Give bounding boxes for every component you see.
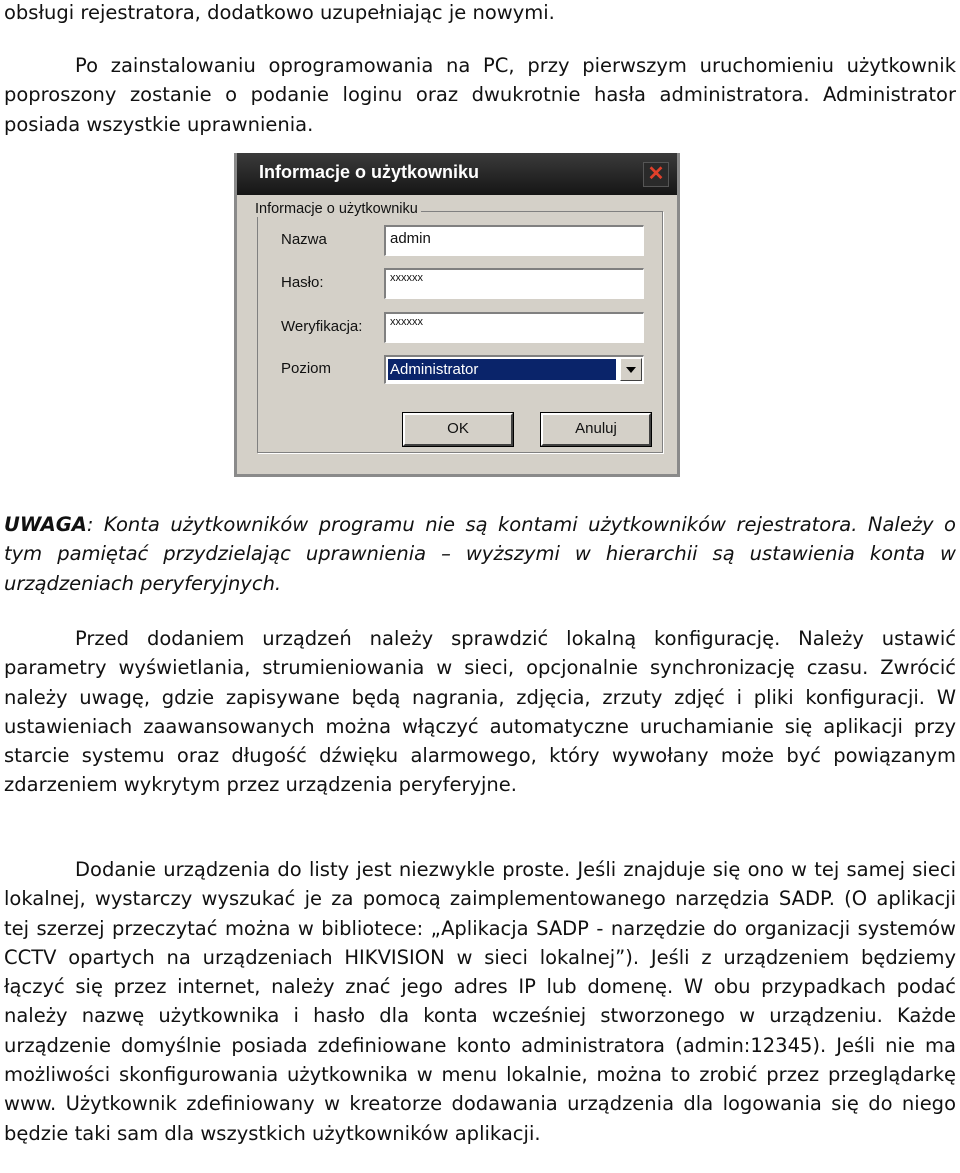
verify-password-field[interactable]: xxxxxx (384, 312, 644, 343)
ok-button[interactable]: OK (403, 413, 513, 446)
level-select[interactable] (384, 355, 644, 384)
paragraph-top: obsługi rejestratora, dodatkowo uzupełniając je nowymi. (4, 1, 555, 24)
dropdown-button[interactable] (620, 358, 642, 381)
close-icon[interactable]: ✕ (643, 162, 669, 187)
paragraph-adding-device: Dodanie urządzenia do listy jest niezwykle proste. Jeśli znajduje się ono w tej samej sieci lokalnej, wystarczy wyszukać je za pomocą zaimplementowanego narzędzia SADP. (O aplikacji tej szerzej przeczytać można w bibliotece: „Aplikacja SADP - narzędzie do organizacji systemów CCTV opartych na urządzeniach HIKVISION w sieci lokalnej”). Jeśli z urządzeniem będziemy łączyć się przez internet, należy znać jego adres IP lub domenę. W obu przypadkach podać należy nazwę użytkownika i hasło dla konta wcześniej stworzonego w urządzeniu. Każde urządzenie domyślnie posiada zdefiniowane konto administratora (admin:12345). Jeśli nie ma możliwości skonfigurowania użytkownika w menu lokalnie, można to zrobić przez przeglądarkę www. Użytkownik zdefiniowany w kreatorze dodawania urządzenia dla logowania się do niego będzie taki sam dla wszystkich użytkowników aplikacji. (4, 858, 956, 1145)
dialog-title: Informacje o użytkowniku (259, 162, 480, 182)
dialog-titlebar (237, 153, 677, 195)
chevron-down-icon (626, 367, 636, 373)
verify-label: Weryfikacja: (281, 318, 363, 335)
user-info-dialog (234, 153, 680, 477)
paragraph-before-adding: Przed dodaniem urządzeń należy sprawdzić lokalną konfigurację. Należy ustawić parametry wyświetlania, strumieniowania w sieci, opcjonalnie synchronizację czasu. Zwrócić należy uwagę, gdzie zapisywane będą nagrania, zdjęcia, zrzuty zdjęć i pliki konfiguracji. W ustawieniach zaawansowanych można włączyć automatyczne uruchamianie się aplikacji przy starcie systemu oraz długość dźwięku alarmowego, który wywołany może być powiązanym zdarzeniem wykrytym przez urządzenia peryferyjne. (4, 627, 956, 797)
cancel-button[interactable]: Anuluj (541, 413, 651, 446)
level-label: Poziom (281, 360, 332, 377)
name-field[interactable]: admin (384, 225, 644, 256)
name-label: Nazwa (281, 231, 327, 248)
password-field[interactable]: xxxxxx (384, 268, 644, 299)
level-selected-value: Administrator (388, 359, 616, 380)
note-label: UWAGA (4, 513, 87, 536)
note-text: : Konta użytkowników programu nie są kontami użytkowników rejestratora. Należy o tym pamiętać przydzielając uprawnienia – wyższymi w hierarchii są ustawienia konta w urządzeniach peryferyjnych. (4, 513, 956, 595)
password-label: Hasło: (281, 274, 324, 291)
groupbox-label: Informacje o użytkowniku (252, 201, 421, 217)
paragraph-note (4, 510, 956, 598)
paragraph-install: Po zainstalowaniu oprogramowania na PC, przy pierwszym uruchomieniu użytkownik poproszony zostanie o podanie loginu oraz dwukrotnie hasła administratora. Administrator posiada wszystkie uprawnienia. (4, 54, 956, 136)
